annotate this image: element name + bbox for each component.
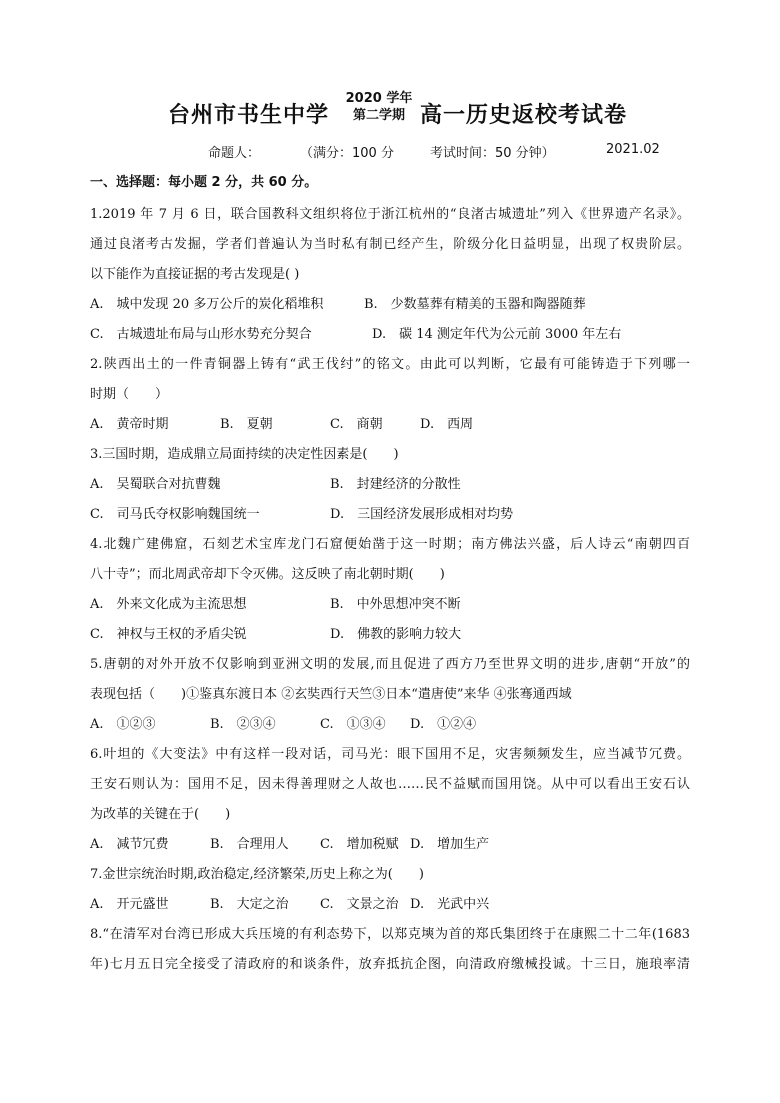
term-label [342, 90, 416, 124]
question-text-line: 4.北魏广建佛窟，石刻艺术宝库龙门石窟便始凿于这一时期；南方佛法兴盛，后人诗云“南朝四百 [90, 537, 690, 552]
question-1 [90, 205, 690, 345]
answer-option[interactable]: B. ②③④ [210, 717, 276, 732]
question-text-line: 为改革的关键在于( ) [90, 807, 231, 822]
option-row [90, 505, 690, 525]
answer-option[interactable]: B. 合理用人 [210, 837, 289, 852]
answer-option[interactable]: C. 增加税赋 [320, 837, 399, 852]
question-4 [90, 535, 690, 645]
question-text-line: 年)七月五日完全接受了清政府的和谈条件，放弃抵抗企图，向清政府缴械投诚。十三日，施琅率清 [90, 957, 690, 972]
year-line: 2020 学年 [345, 91, 413, 106]
exam-date: 2021.02 [606, 142, 660, 157]
answer-option[interactable]: A. 黄帝时期 [90, 417, 169, 432]
question-5 [90, 655, 690, 735]
question-text-line: 8.“在清军对台湾已形成大兵压境的有利态势下，以郑克塽为首的郑氏集团终于在康熙二十二年(1683 [90, 927, 690, 942]
answer-option[interactable]: D. 西周 [420, 417, 474, 432]
answer-option[interactable]: A. ①②③ [90, 717, 156, 732]
question-text-line: 1.2019 年 7 月 6 日，联合国教科文组织将位于浙江杭州的“良渚古城遗址”列入《世界遗产名录》。 [90, 207, 690, 222]
author-label: 命题人： [208, 146, 261, 161]
answer-option[interactable]: D. 碳 14 测定年代为公元前 3000 年左右 [372, 327, 622, 342]
question-text-line: 7.金世宗统治时期,政治稳定,经济繁荣,历史上称之为( ) [90, 867, 424, 882]
question-text-line: 6.叶坦的《大变法》中有这样一段对话，司马光：眼下国用不足，灾害频频发生，应当减节冗费。 [90, 747, 690, 762]
option-row [90, 415, 690, 435]
option-row [90, 475, 690, 495]
question-8 [90, 925, 690, 975]
question-text-line: 时期（ ） [90, 387, 169, 402]
option-row [90, 595, 690, 615]
question-text-line: 5.唐朝的对外开放不仅影响到亚洲文明的发展,而且促进了西方乃至世界文明的进步,唐朝“开放”的 [90, 657, 690, 672]
answer-option[interactable]: C. 司马氏夺权影响魏国统一 [90, 507, 260, 522]
answer-option[interactable]: A. 外来文化成为主流思想 [90, 597, 247, 612]
exam-meta [0, 142, 780, 162]
option-row [90, 295, 690, 315]
question-6 [90, 745, 690, 855]
semester-line: 第二学期 [352, 108, 405, 123]
school-name: 台州市书生中学 [168, 103, 330, 128]
answer-option[interactable]: C. 古城遗址布局与山形水势充分契合 [90, 327, 312, 342]
question-text-line: 通过良渚考古发掘，学者们普遍认为当时私有制已经产生，阶级分化日益明显，出现了权贵阶层。 [90, 237, 690, 252]
answer-option[interactable]: D. 佛教的影响力较大 [330, 627, 462, 642]
exam-duration: 考试时间：50 分钟） [430, 146, 555, 161]
answer-option[interactable]: B. 大定之治 [210, 897, 289, 912]
answer-option[interactable]: B. 夏朝 [220, 417, 273, 432]
question-text-line: 八十寺”；而北周武帝却下令灭佛。这反映了南北朝时期( ) [90, 567, 445, 582]
answer-option[interactable]: B. 中外思想冲突不断 [330, 597, 461, 612]
option-row [90, 625, 690, 645]
answer-option[interactable]: D. 增加生产 [410, 837, 490, 852]
option-row [90, 835, 690, 855]
answer-option[interactable]: A. 城中发现 20 多万公斤的炭化稻堆积 [90, 297, 324, 312]
answer-option[interactable]: C. ①③④ [320, 717, 386, 732]
answer-option[interactable]: B. 少数墓葬有精美的玉器和陶器随葬 [364, 297, 586, 312]
answer-option[interactable]: B. 封建经济的分散性 [330, 477, 461, 492]
question-2 [90, 355, 690, 435]
exam-content [90, 173, 690, 985]
answer-option[interactable]: C. 文景之治 [320, 897, 399, 912]
question-text-line: 表现包括（ )①鉴真东渡日本 ②玄奘西行天竺③日本“遣唐使”来华 ④张骞通西域 [90, 687, 572, 702]
option-row [90, 715, 690, 735]
question-7 [90, 865, 690, 915]
question-3 [90, 445, 690, 525]
question-text-line: 2.陕西出土的一件青铜器上铸有“武王伐纣”的铭文。由此可以判断，它最有可能铸造于下列哪一 [90, 357, 690, 372]
section-heading: 一、选择题：每小题 2 分，共 60 分。 [90, 175, 318, 190]
option-row [90, 325, 690, 345]
answer-option[interactable]: D. 三国经济发展形成相对均势 [330, 507, 514, 522]
answer-option[interactable]: A. 减节冗费 [90, 837, 169, 852]
answer-option[interactable]: D. ①②④ [410, 717, 477, 732]
exam-header [0, 92, 780, 134]
answer-option[interactable]: C. 神权与王权的矛盾尖锐 [90, 627, 247, 642]
answer-option[interactable]: A. 开元盛世 [90, 897, 169, 912]
full-score: （满分：100 分 [300, 146, 394, 161]
question-text-line: 3.三国时期，造成鼎立局面持续的决定性因素是( ) [90, 447, 399, 462]
option-row [90, 895, 690, 915]
answer-option[interactable]: C. 商朝 [330, 417, 383, 432]
answer-option[interactable]: A. 吴蜀联合对抗曹魏 [90, 477, 221, 492]
question-text-line: 王安石则认为：国用不足，因未得善理财之人故也……民不益赋而国用饶。从中可以看出王安石认 [90, 777, 690, 792]
question-list [90, 205, 690, 975]
question-text-line: 以下能作为直接证据的考古发现是( ) [90, 267, 300, 282]
exam-title: 高一历史返校考试卷 [420, 103, 628, 128]
answer-option[interactable]: D. 光武中兴 [410, 897, 490, 912]
